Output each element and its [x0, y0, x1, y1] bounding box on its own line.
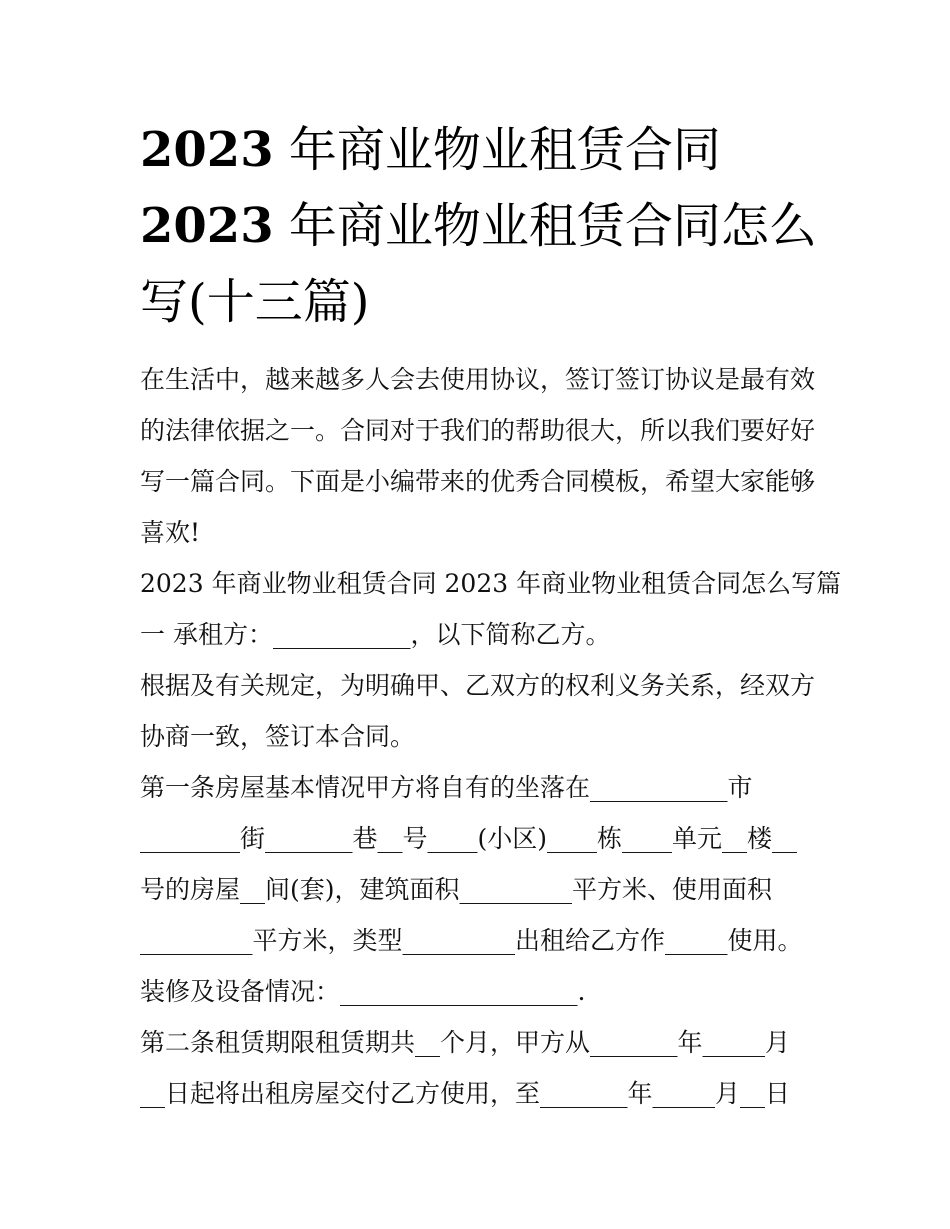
title-line-1 — [140, 112, 830, 188]
body-line: 第一条房屋基本情况甲方将自有的坐落在___________市 — [140, 773, 753, 802]
body-line: 在生活中，越来越多人会去使用协议，签订签订协议是最有效 — [140, 365, 816, 394]
body-line: 写一篇合同。下面是小编带来的优秀合同模板，希望大家能够 — [140, 467, 816, 496]
document-body — [140, 354, 842, 1119]
body-line: 喜欢! — [140, 518, 201, 547]
body-line: ________街_______巷__号____(小区)____栋____单元__楼__ — [140, 824, 798, 853]
title-year: 2023 — [140, 122, 274, 178]
body-line: __日起将出租房屋交付乙方使用，至_______年_____月__日 — [140, 1079, 791, 1108]
document-title — [140, 112, 830, 340]
body-line: 的法律依据之一。合同对于我们的帮助很大，所以我们要好好 — [140, 416, 816, 445]
title-line-2 — [140, 188, 830, 264]
title-line-3 — [140, 264, 830, 340]
body-line: 协商一致，签订本合同。 — [140, 722, 416, 751]
body-line: 一 承租方：___________，以下简称乙方。 — [140, 620, 611, 649]
body-line: 根据及有关规定，为明确甲、乙双方的权利义务关系，经双方 — [140, 671, 816, 700]
body-line: 2023 年商业物业租赁合同 2023 年商业物业租赁合同怎么写篇 — [140, 569, 842, 598]
title-text: 年商业物业租赁合同怎么 — [273, 198, 817, 254]
body-line: 号的房屋__间(套)，建筑面积_________平方米、使用面积 — [140, 875, 773, 904]
title-year: 2023 — [140, 198, 274, 254]
title-text: 写(十三篇) — [140, 274, 370, 330]
body-line: _________平方米，类型_________出租给乙方作_____使用。 — [140, 926, 803, 955]
title-text: 年商业物业租赁合同 — [273, 122, 721, 178]
body-line: 装修及设备情况：___________________. — [140, 977, 586, 1006]
body-line: 第二条租赁期限租赁期共__个月，甲方从_______年_____月 — [140, 1028, 791, 1057]
